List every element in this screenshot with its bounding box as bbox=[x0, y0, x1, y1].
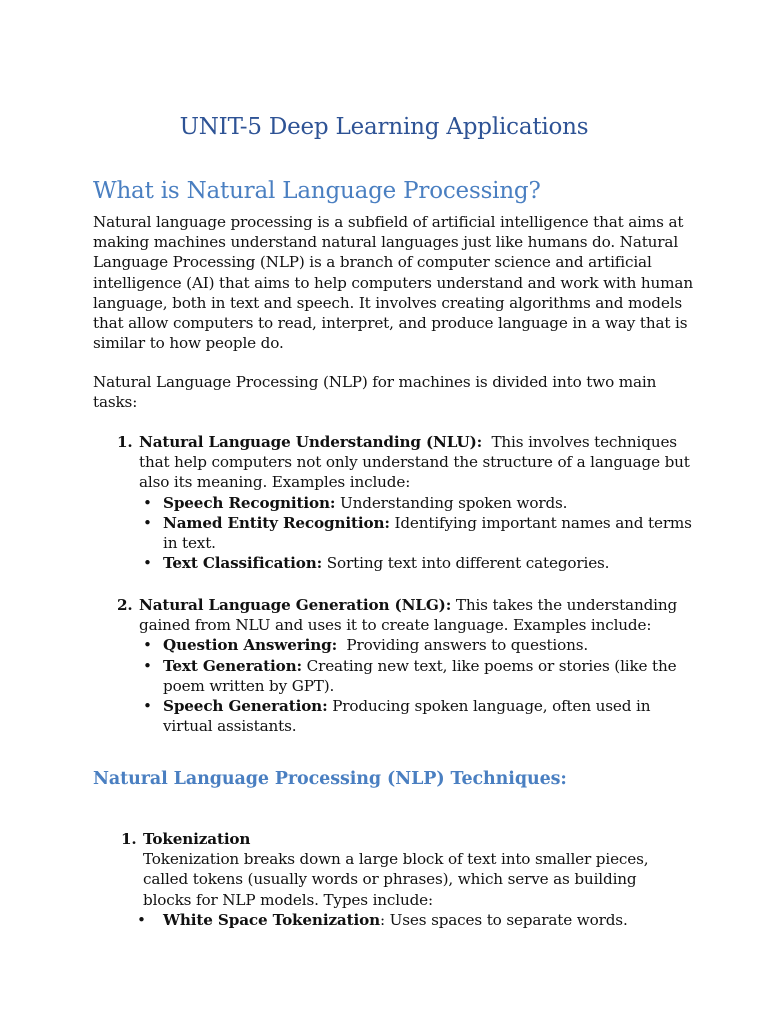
task-text bbox=[139, 432, 697, 493]
task-title: Natural Language Generation (NLG): bbox=[139, 596, 452, 614]
technique-title: Tokenization bbox=[143, 830, 251, 848]
bullet-icon: • bbox=[137, 910, 146, 929]
example-text: Understanding spoken words. bbox=[339, 493, 568, 512]
technique-description: Tokenization breaks down a large block of text into smaller pieces, called tokens (usually words or phrases), which serve as building blocks for NLP models. Types include: bbox=[143, 850, 649, 909]
task-item-nlu bbox=[117, 432, 697, 573]
list-item bbox=[139, 513, 697, 553]
section-heading-nlp-techniques: Natural Language Processing (NLP) Techniques: bbox=[93, 769, 567, 789]
example-text: Providing answers to questions. bbox=[346, 636, 589, 655]
task-number: 1. bbox=[117, 433, 133, 451]
example-text: Producing spoken language, often used in virtual assistants. bbox=[163, 697, 651, 736]
task-description: This involves techniques that help computers not only understand the structure of a language but also its meaning. Examples include: bbox=[139, 433, 690, 492]
example-term: Question Answering: bbox=[163, 636, 338, 655]
bullet-icon: • bbox=[143, 493, 152, 512]
technique-number: 1. bbox=[121, 830, 137, 848]
examples-list bbox=[139, 493, 697, 574]
example-term: Speech Recognition: bbox=[163, 493, 336, 512]
examples-list bbox=[139, 635, 697, 736]
example-text: Sorting text into different categories. bbox=[326, 554, 610, 573]
bullet-icon: • bbox=[143, 513, 152, 532]
example-text: Creating new text, like poems or stories (like the poem written by GPT). bbox=[163, 656, 677, 695]
types-list bbox=[133, 910, 681, 930]
example-term: Text Generation: bbox=[163, 656, 302, 675]
bullet-icon: • bbox=[143, 554, 152, 573]
task-number: 2. bbox=[117, 596, 133, 614]
list-item bbox=[139, 656, 697, 696]
list-item bbox=[133, 910, 681, 930]
bullet-icon: • bbox=[143, 697, 152, 716]
task-title: Natural Language Understanding (NLU): bbox=[139, 433, 483, 451]
technique-item-tokenization bbox=[121, 829, 681, 930]
example-term: Speech Generation: bbox=[163, 697, 328, 716]
list-item bbox=[139, 493, 697, 513]
list-item bbox=[139, 696, 697, 736]
example-term: Named Entity Recognition: bbox=[163, 513, 390, 532]
example-text: Identifying important names and terms in text. bbox=[163, 513, 692, 553]
bullet-icon: • bbox=[143, 636, 152, 655]
type-text: : Uses spaces to separate words. bbox=[379, 910, 628, 929]
tasks-intro-paragraph: Natural Language Processing (NLP) for machines is divided into two main tasks: bbox=[93, 373, 657, 412]
list-item bbox=[139, 553, 697, 573]
section-heading-what-is-nlp: What is Natural Language Processing? bbox=[93, 178, 541, 204]
task-item-nlg bbox=[117, 595, 697, 736]
task-description: This takes the understanding gained from NLU and uses it to create language. Examples include: bbox=[139, 596, 678, 635]
intro-paragraph: Natural language processing is a subfield of artificial intelligence that aims at making machines understand natural languages just like humans do. Natural Language Processing (NLP) is a branch of computer science and artificial intelligence (AI) that aims to help computers understand and work with human language, both in text and speech. It involves creating algorithms and models that allow computers to read, interpret, and produce language in a way that is similar to how people do. bbox=[93, 213, 693, 353]
list-item bbox=[139, 635, 697, 655]
bullet-icon: • bbox=[143, 656, 152, 675]
document-title: UNIT-5 Deep Learning Applications bbox=[179, 114, 589, 140]
example-term: Text Classification: bbox=[163, 554, 323, 573]
task-text bbox=[139, 595, 697, 635]
type-term: White Space Tokenization bbox=[163, 910, 380, 929]
